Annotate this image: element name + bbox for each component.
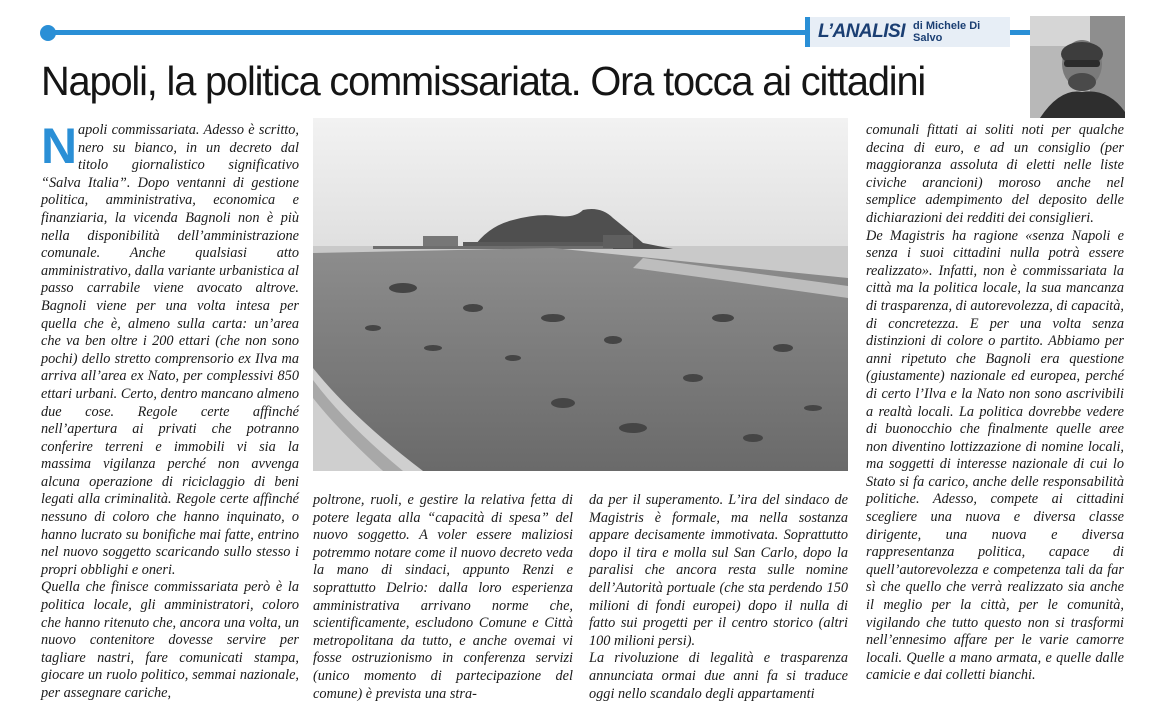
article-column-1 [41,118,299,703]
section-label: L’ANALISI [818,21,905,42]
drop-cap: N [41,118,78,174]
author-portrait [1030,16,1125,118]
article-paragraph: da per il superamento. L’ira del sindaco de Magistris è formale, ma nella sostanza appare decisamente immotivata. Soprattutto dopo il tira e molla sul San Carlo, dopo la paralisi che ancora resta sulle nomine dell’Autorità portuale (che sta perdendo 150 milioni di fondi europei) dopo il nulla di fatto sui progetti per il centro storico (altri 100 milioni persi). [589,492,848,649]
article-paragraph: apoli commissariata. Adesso è scritto, nero su bianco, in un decreto dal titolo giornalistico significativo “Salva Italia”. Dopo ventanni di gestione politica, amministrativa, economica e finanziaria, la vicenda Bagnoli non è più nella disponibilità dell’amministrazione comunale. Anche qualsiasi atto amministrativo, dalla variante urbanistica al passo carrabile viene avocato altrove. Bagnoli viene per una volta intesa per quella che è, almeno sulla carta: un’area che va ben oltre i 200 ettari (che non sono pochi) dello stretto comprensorio ex Ilva ma arriva all’area ex Nato, per complessivi 850 ettari urbani. Certo, dentro mancano almeno due cose. Regole certe affinché nell’apertura ai privati che potranno conferire terreni e immobili vi sia la massima vigilanza perché non avvenga alcuna operazione di riciclaggio di beni legati alla criminalità. Regole certe affinché nessuno di coloro che hanno inquinato, o hanno lucrato su bonifiche mai fatte, entrino nel nuovo soggetto scaricando sullo stesso i propri obblighi e oneri. [41,122,299,578]
article-photo [313,118,848,471]
article-paragraph: comunali fittati ai soliti noti per qualche decina di euro, e ad un consiglio (per maggioranza assoluta di eletti nelle liste civiche arancioni) moroso anche nel semplice adempimento del deposito delle dichiarazioni dei redditi dei consiglieri. [866,122,1124,226]
headline: Napoli, la politica commissariata. Ora tocca ai cittadini [41,58,926,104]
top-rule-end [1010,30,1030,35]
article-paragraph: poltrone, ruoli, e gestire la relativa fetta di potere legata alla “capacità di spesa” del nuovo soggetto. A voler essere maliziosi potremmo notare come il nuovo decreto veda la mano di sindaci, appunto Renzi e soprattutto Delrio: dalla loro esperienza amministrativa arrivano norme che, scientificamente, escludono Comune e Città metropolitana da tutto, e anche ovemai vi fosse ostruzionismo in conferenza servizi (unico momento di partecipazione del comune) è prevista una stra- [313,492,573,702]
article-paragraph: La rivoluzione di legalità e trasparenza annunciata ormai due anni fa si traduce oggi nello scandalo degli appartamenti [589,650,848,702]
author-byline: di Michele Di Salvo [912,20,981,44]
top-rule [46,30,812,35]
article-column-2 [313,492,573,703]
article-column-3 [589,492,848,703]
article-paragraph: Quella che finisce commissariata però è la politica locale, gli amministratori, coloro che hanno ritenuto che, ancora una volta, un nuovo contenitore dovesse servire per tagliare nastri, fare comunicati stampa, giocare un ruolo politico, semmai nazionale, per assegnare cariche, [41,579,299,701]
article-paragraph: De Magistris ha ragione «senza Napoli e senza i suoi cittadini nulla potrà essere realizzato». Infatti, non è commissariata la città ma la politica locale, la sua mancanza di trasparenza, di autorevolezza, di capacità, di concretezza. E per una volta senza distinzioni di colore o partito. Abbiamo per anni ripetuto che Bagnoli era questione (giustamente) nazionale ed europea, perché di certo l’Ilva e la Nato non sono ascrivibili a realtà locali. La politica dovrebbe vedere di buonocchio che finalmente quelle aree non diventino lottizzazione di nomine locali, ma soggetti di interesse nazionale di cui lo Stato si fa carico, anche delle responsabilità politiche. Adesso, compete ai cittadini scegliere una nuova e diversa classe dirigente, una nuova e diversa rappresentanza politica, capace di quell’autorevolezza e competenza tali da far sì che quello che verrà realizzato sia anche il meglio per la città, per le comunità, vigilando che tutto questo non si trasformi nell’ennesimo affare per le varie camorre locali. Quelle a mano armata, e quelle dalle camicie e dai colletti bianchi. [866,227,1124,684]
section-kicker [805,17,1010,47]
article-column-4 [866,122,1124,685]
